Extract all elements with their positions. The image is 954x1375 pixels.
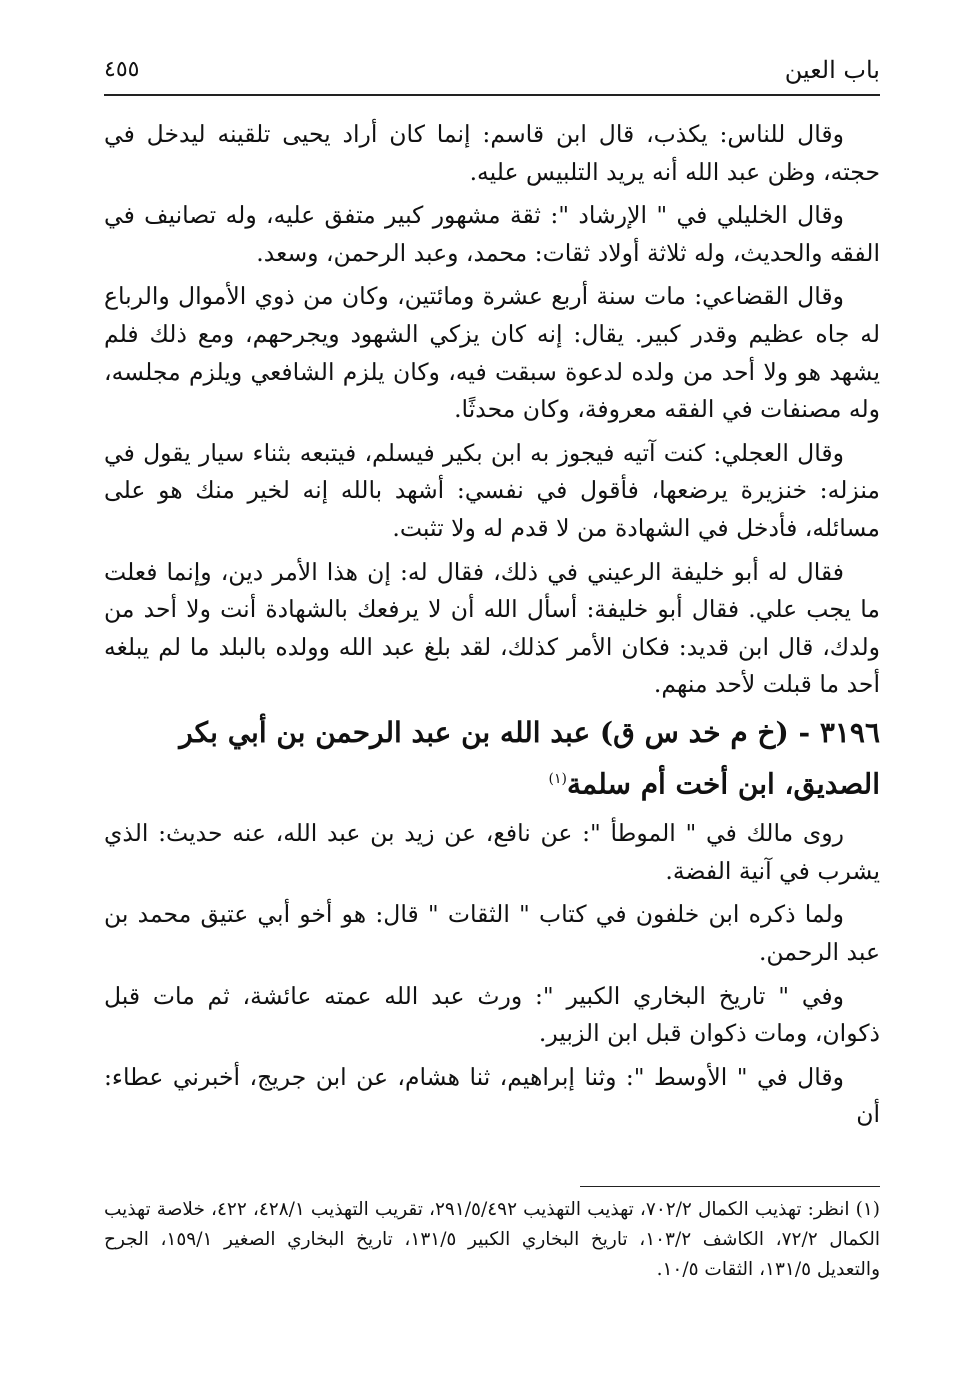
paragraph: وقال للناس: يكذب، قال ابن قاسم: إنما كان أراد يحيى تلقينه ليدخل في حجته، وظن عبد الله أنه يريد التلبيس عليه.: [104, 120, 880, 186]
footnote-divider: [580, 1186, 880, 1187]
entry-heading: [104, 710, 880, 807]
footnote-marker[interactable]: (١): [548, 770, 568, 787]
paragraph: روى مالك في " الموطأ ": عن نافع، عن زيد بن عبد الله، عنه حديث: الذي يشرب في آنية الفضة.: [104, 819, 880, 885]
entry-heading-text: ٣١٩٦ - (خ م خد س ق) عبد الله بن عبد الرحمن بن أبي بكر الصديق، ابن أخت أم سلمة: [179, 715, 880, 801]
paragraph: وقال الخليلي في " الإرشاد ": ثقة مشهور كبير متفق عليه، وله تصانيف في الفقه والحديث، وله ثلاثة أولاد ثقات: محمد، وعبد الرحمن، وسعد.: [104, 201, 880, 267]
main-text: [104, 116, 880, 1134]
paragraph: وفي " تاريخ البخاري الكبير ": ورث عبد الله عمته عائشة، ثم مات قبل ذكوان، ومات ذكوان قبل ابن الزبير.: [104, 981, 880, 1048]
chapter-title: باب العين: [784, 56, 880, 84]
paragraph: وقال العجلي: كنت آتيه فيجوز به ابن بكير فيسلم، فيتبعه بثناء سيار يقول في منزله: خنزيرة يرضعها، فأقول في نفسي: أشهد بالله إنه لخير منك هو على مسائله، فأدخل في الشهادة من لا قدم له ولا تثبت.: [104, 438, 880, 542]
paragraph: ولما ذكره ابن خلفون في كتاب " الثقات " قال: هو أخو أبي عتيق محمد بن عبد الرحمن.: [104, 900, 880, 967]
footnote: (١) انظر: تهذيب الكمال ٧٠٢/٢، تهذيب التهذيب ٢٩١/٥/٤٩٢، تقريب التهذيب ٤٢٨/١، ٤٢٢، خلاصة تهذيب الكمال ٧٢/٢، الكاشف ١٠٣/٢، تاريخ البخاري الكبير ١٣١/٥، تاريخ البخاري الصغير ١٥٩/١، الجرح والتعديل ١٣١/٥، الثقات ١٠/٥.: [104, 1198, 880, 1280]
paragraph: وقال في " الأوسط ": وثنا إبراهيم، ثنا هشام، عن ابن جريج، أخبرني عطاء: أن: [104, 1062, 880, 1129]
running-header: [104, 54, 880, 96]
paragraph: وقال القضاعي: مات سنة أربع عشرة ومائتين، وكان من ذوي الأموال والرباع له جاه عظيم وقدر كبير. يقال: إنه كان يزكي الشهود ويجرحهم، ومع ذلك فلم يشهد هو ولا أحد من ولده لدعوة سبقت فيه، وكان يلزم الشافعي ويلزم مجلسه، وله مصنفات في الفقه معروفة، وكان محدثًا.: [104, 282, 880, 424]
paragraph: فقال له أبو خليفة الرعيني في ذلك، فقال له: إن هذا الأمر دين، وإنما فعلت ما يجب علي. فقال أبو خليفة: أسأل الله أن لا يرفعك بالشهادة أنت ولا أحد من ولدك، قال ابن قديد: فكان الأمر كذلك، لقد بلغ عبد الله وولده بالبلد ما لم يبلغه أحد ما قبلت لأحد منهم.: [104, 557, 880, 699]
page-number: ٤٥٥: [104, 57, 140, 82]
